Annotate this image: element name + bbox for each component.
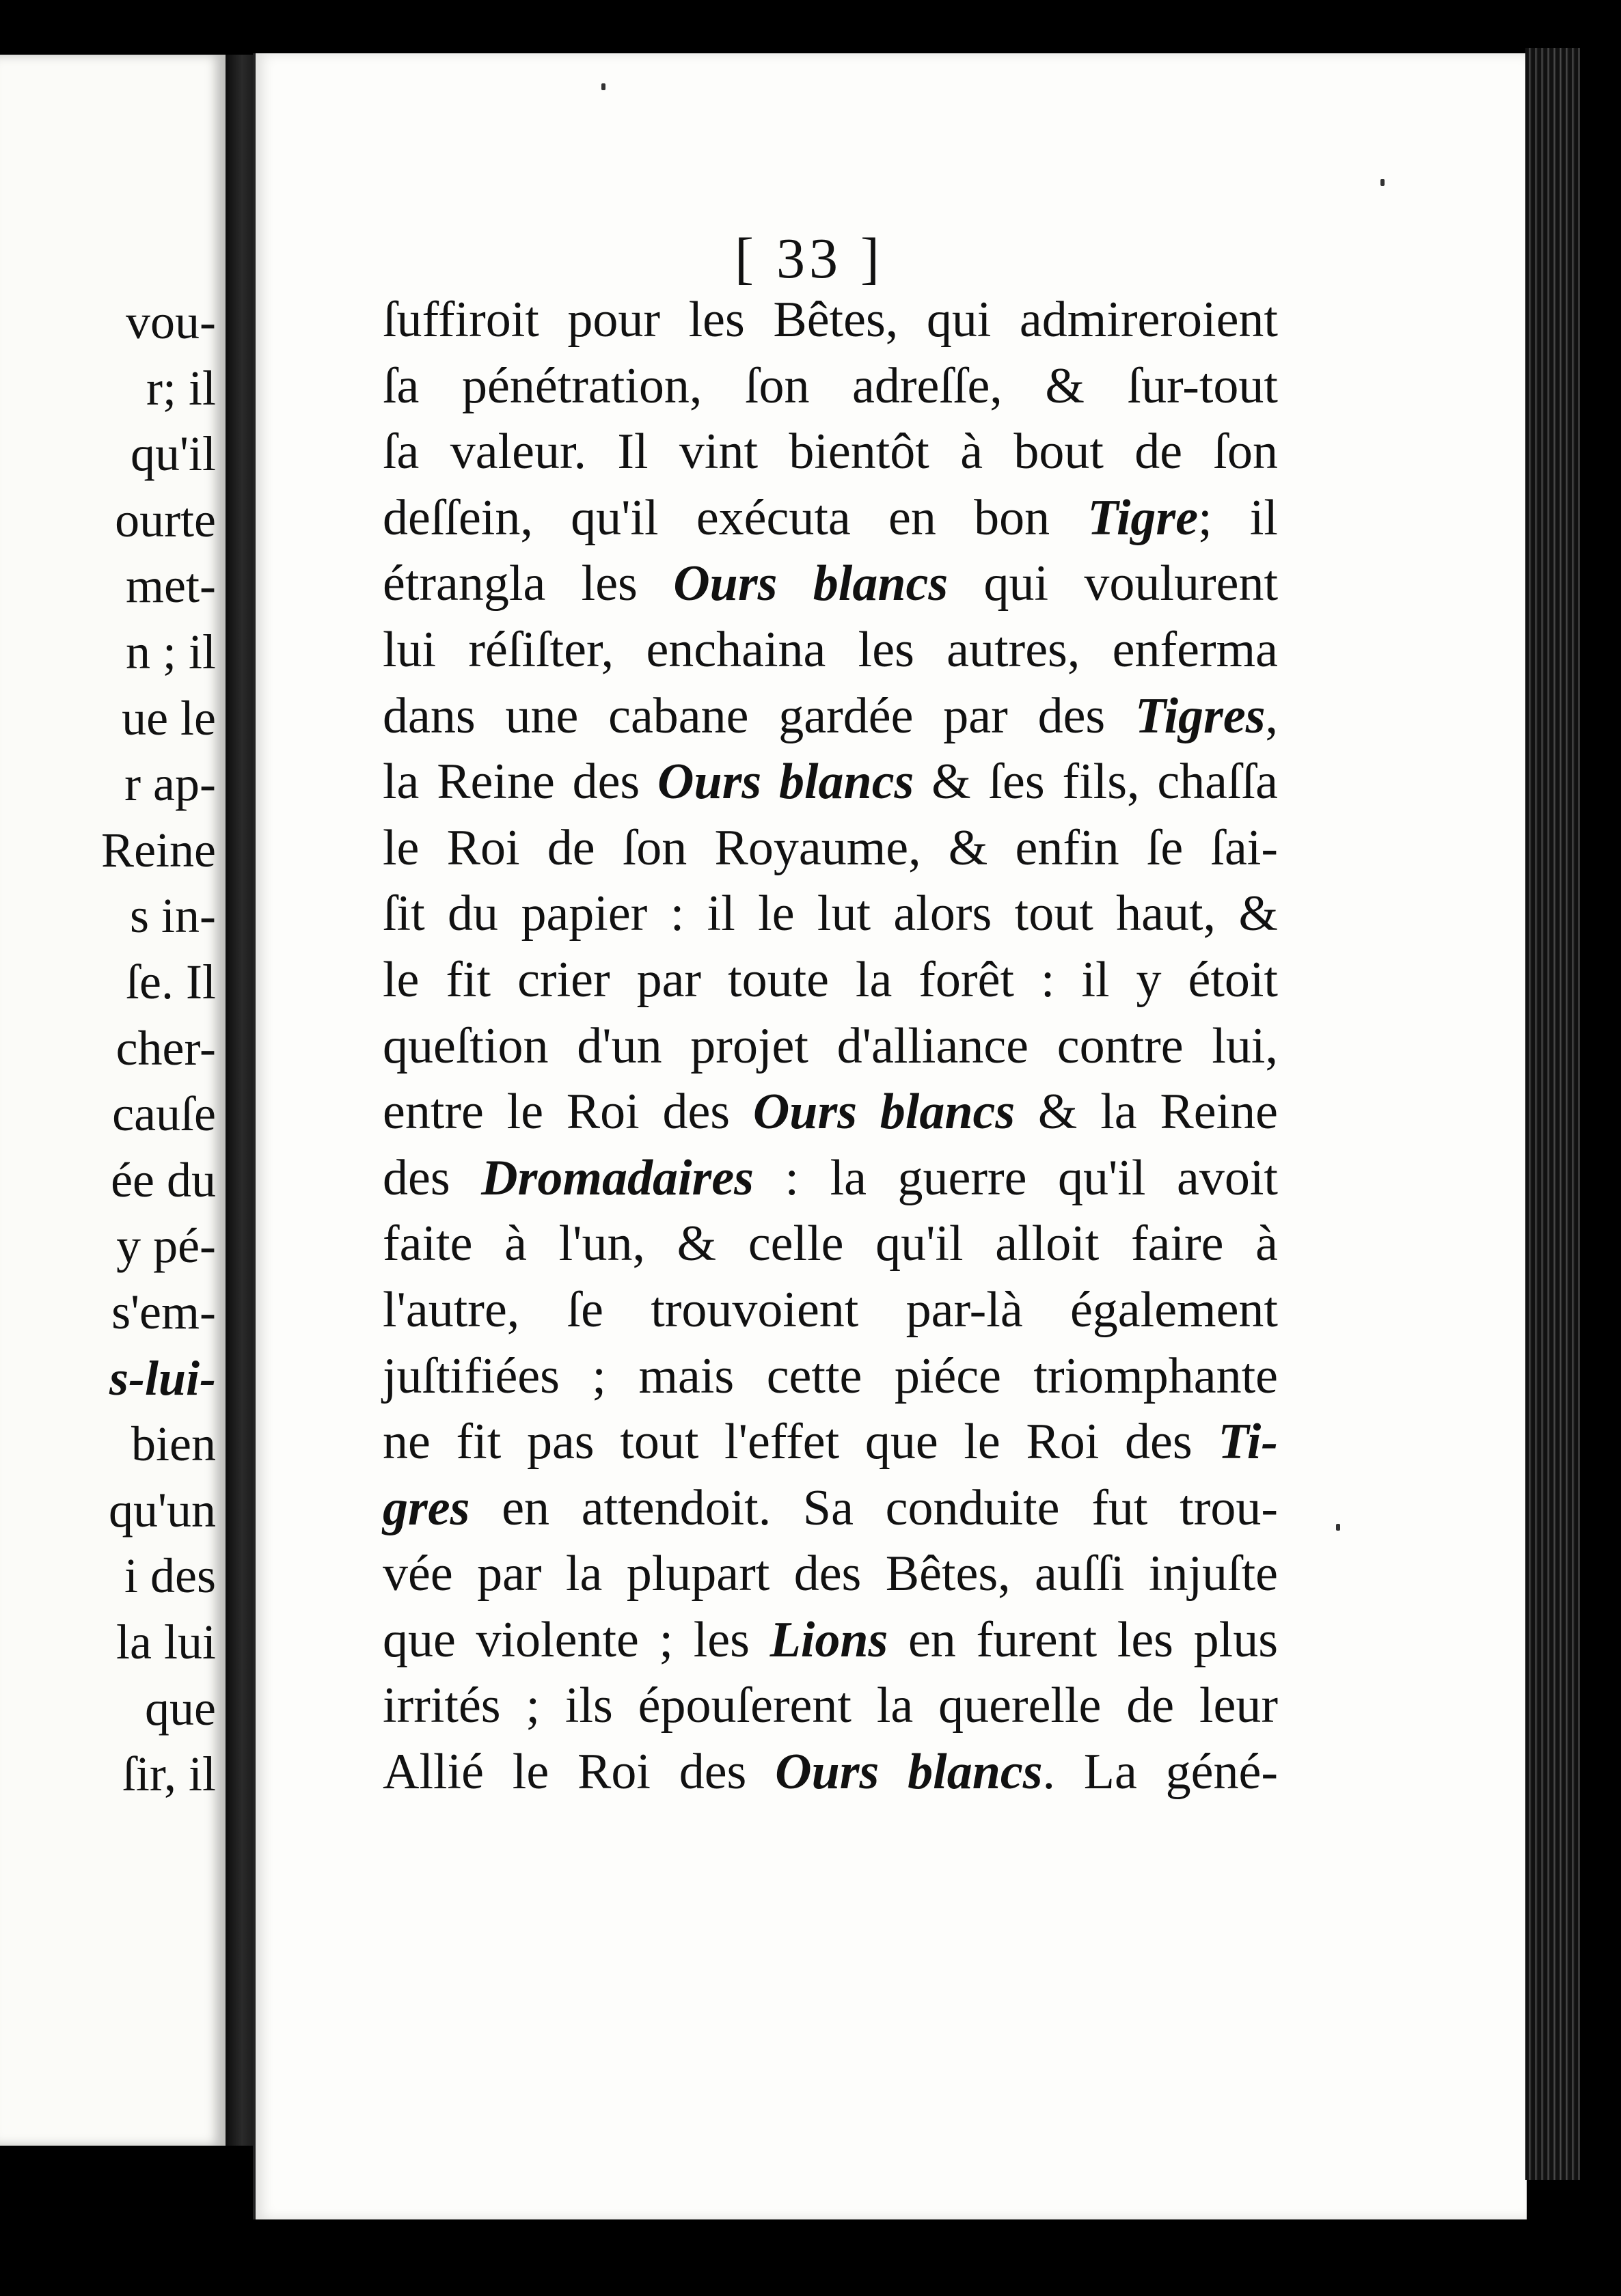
facing-page-line: s-lui- — [109, 1350, 216, 1406]
facing-page-fragment — [0, 55, 230, 2146]
facing-page-line: ſir, il — [122, 1747, 216, 1802]
facing-page-line: ue le — [122, 690, 216, 746]
text-run: ; il — [1198, 489, 1278, 546]
italic-name: Ours blancs — [657, 754, 914, 810]
text-line — [383, 1079, 1278, 1145]
text-line — [383, 1739, 1278, 1805]
italic-name: Ours blancs — [775, 1744, 1043, 1801]
facing-page-line: s in- — [130, 888, 216, 944]
text-line — [383, 881, 1278, 947]
text-run: en attendoit. Sa conduite fut trou- — [469, 1479, 1278, 1536]
text-line — [383, 1607, 1278, 1673]
text-run: entre le Roi des — [383, 1084, 753, 1140]
text-run: faite à l'un, & celle qu'il alloit faire à — [383, 1216, 1278, 1272]
text-line — [383, 1541, 1278, 1607]
text-line — [383, 749, 1278, 815]
text-line — [383, 815, 1278, 882]
text-run: deſſein, qu'il exécuta en bon — [383, 489, 1088, 546]
text-run: ſuffiroit pour les Bêtes, qui admireroient — [383, 292, 1278, 348]
text-run: des — [383, 1149, 482, 1206]
text-run: le Roi de ſon Royaume, & enfin ſe ſai- — [383, 819, 1278, 876]
facing-page-line: i des — [124, 1548, 216, 1604]
text-line — [383, 1475, 1278, 1542]
speck — [1380, 179, 1385, 186]
text-run: lui réſiſter, enchaina les autres, enferma — [383, 621, 1278, 678]
text-run: vée par la plupart des Bêtes, auſſi injuſte — [383, 1546, 1278, 1602]
text-run: étrangla les — [383, 556, 674, 612]
text-run: irrités ; ils épouſerent la querelle de leur — [383, 1678, 1278, 1734]
facing-page-line: qu'il — [131, 426, 216, 482]
text-line — [383, 947, 1278, 1013]
text-line — [383, 683, 1278, 750]
speck — [601, 83, 605, 90]
speck — [1336, 1524, 1340, 1531]
text-line — [383, 1343, 1278, 1410]
text-line — [383, 1277, 1278, 1343]
text-run: juſtifiées ; mais cette piéce triomphante — [383, 1348, 1278, 1404]
page-edges — [1525, 48, 1580, 2180]
text-run: que violente ; les — [383, 1611, 770, 1668]
facing-page-line: bien — [131, 1417, 216, 1472]
text-line — [383, 1409, 1278, 1475]
text-run: ſa pénétration, ſon adreſſe, & ſur-tout — [383, 357, 1278, 414]
facing-page-line: r; il — [146, 360, 216, 415]
text-line — [383, 419, 1278, 485]
facing-page-line: vou- — [126, 295, 216, 349]
text-run: ne fit pas tout l'effet que le Roi des — [383, 1414, 1218, 1471]
text-run: qui voulurent — [948, 556, 1278, 612]
page-body-text — [383, 287, 1278, 1805]
facing-page-line: la lui — [116, 1615, 216, 1669]
italic-name: Dromadaires — [481, 1149, 754, 1206]
italic-name: Ours blancs — [673, 556, 949, 612]
text-line — [383, 1013, 1278, 1080]
facing-page-line: Reine — [101, 822, 216, 877]
text-run: Allié le Roi des — [383, 1744, 776, 1801]
text-run: dans une cabane gardée par des — [383, 687, 1136, 744]
italic-name: Tigre — [1087, 489, 1199, 546]
facing-page-line: n ; il — [125, 625, 216, 679]
text-run: : la guerre qu'il avoit — [753, 1149, 1278, 1206]
text-run: la Reine des — [383, 754, 658, 810]
facing-page-line: qu'un — [109, 1482, 216, 1538]
text-line — [383, 1673, 1278, 1739]
facing-page-line: s'em- — [111, 1285, 216, 1339]
italic-name: gres — [383, 1479, 470, 1536]
text-line — [383, 551, 1278, 617]
italic-name: Ours blancs — [752, 1084, 1016, 1140]
facing-page-line: ée du — [111, 1152, 216, 1207]
text-run: ſit du papier : il le lut alors tout haut, & — [383, 886, 1278, 942]
facing-page-line: ſe. Il — [126, 955, 216, 1009]
text-line — [383, 1211, 1278, 1277]
text-line — [383, 617, 1278, 683]
text-line — [383, 353, 1278, 420]
text-run: queſtion d'un projet d'alliance contre lui, — [383, 1017, 1278, 1074]
page-number: [ 33 ] — [735, 227, 884, 290]
italic-name: Tigres — [1135, 687, 1266, 744]
facing-page-line: que — [145, 1680, 216, 1736]
text-run: en furent les plus — [888, 1611, 1278, 1668]
text-run: ſa valeur. Il vint bientôt à bout de ſon — [383, 424, 1278, 480]
text-line — [383, 287, 1278, 353]
text-run: , — [1265, 687, 1278, 744]
facing-page-line: cauſe — [112, 1086, 216, 1142]
text-run: & la Reine — [1015, 1084, 1278, 1140]
facing-page-line: met- — [126, 558, 216, 614]
italic-name: Ti- — [1218, 1414, 1278, 1471]
facing-page-line: r ap- — [124, 756, 216, 812]
text-run: & ſes fils, chaſſa — [914, 754, 1278, 810]
text-run: l'autre, ſe trouvoient par-là également — [383, 1281, 1278, 1338]
facing-page-line: cher- — [115, 1020, 216, 1076]
italic-name: Lions — [769, 1611, 888, 1668]
text-run: . La géné- — [1042, 1744, 1278, 1801]
text-line — [383, 1145, 1278, 1212]
facing-page-line: ourte — [115, 492, 216, 547]
text-run: le fit crier par toute la forêt : il y étoit — [383, 951, 1278, 1008]
facing-page-line: y pé- — [116, 1218, 216, 1274]
text-line — [383, 485, 1278, 551]
